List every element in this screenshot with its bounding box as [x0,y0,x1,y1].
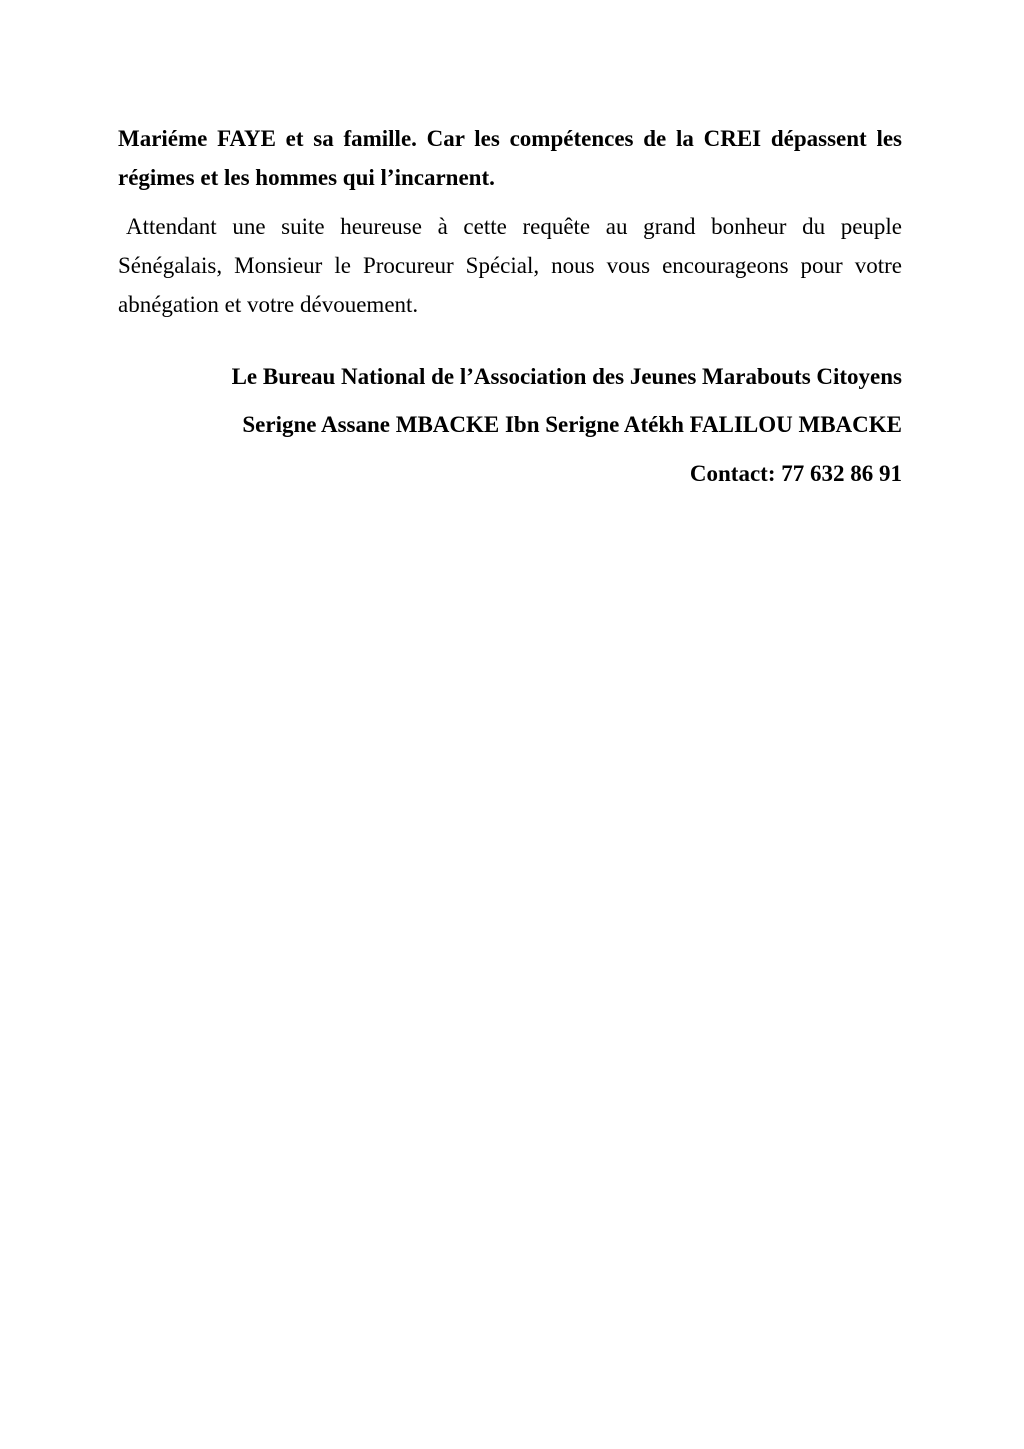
signature-signatory: Serigne Assane MBACKE Ibn Serigne Atékh FALILOU MBACKE [242,412,902,437]
paragraph-line: Sénégalais, Monsieur le Procureur Spécial, nous vous encourageons pour votre [118,253,902,278]
paragraph-line: Mariéme FAYE et sa famille. Car les compétences de la CREI dépassent les [118,126,902,151]
paragraph-line: abnégation et votre dévouement. [118,292,419,317]
paragraph-attendant-suite [118,207,902,324]
signature-contact-phone: Contact: 77 632 86 91 [689,461,902,486]
signature-organization: Le Bureau National de l’Association des Jeunes Marabouts Citoyens [231,364,902,389]
paragraph-line: régimes et les hommes qui l’incarnent. [118,165,495,190]
paragraph-line: Attendant une suite heureuse à cette requête au grand bonheur du peuple [126,214,902,239]
paragraph-competences-crei [118,119,902,197]
